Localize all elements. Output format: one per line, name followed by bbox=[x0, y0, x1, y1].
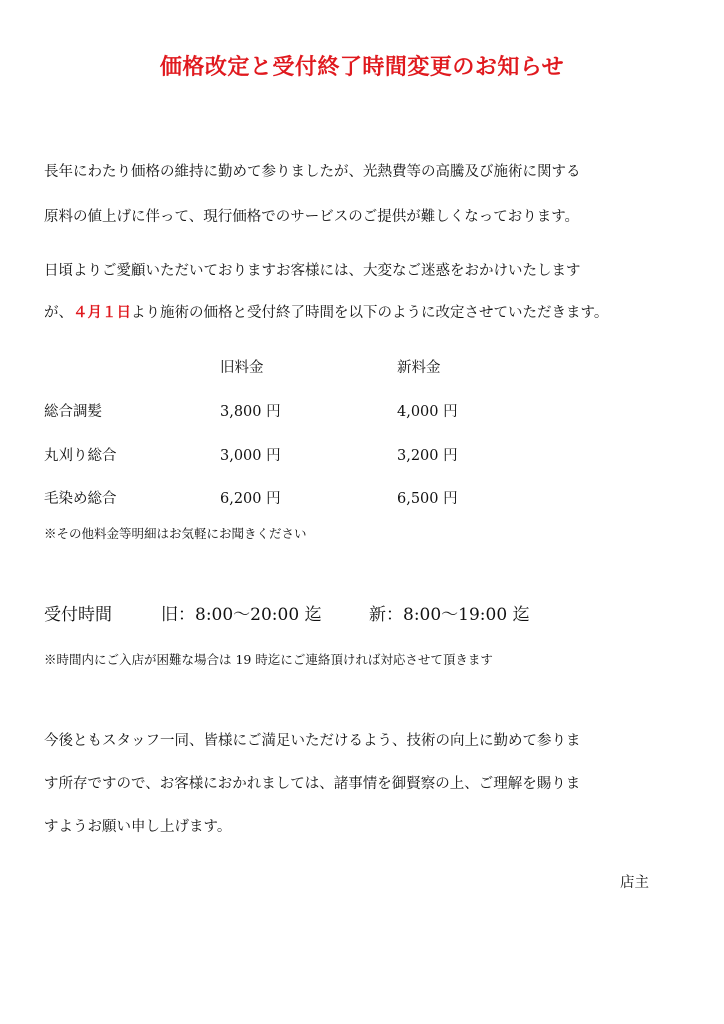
hours-note: ※時間内にご入店が困難な場合は 19 時迄にご連絡頂ければ対応させて頂きます bbox=[44, 652, 493, 667]
closing-line2: す所存ですので、お客様におかれましては、諸事情を御賢察の上、ご理解を賜りま bbox=[44, 776, 581, 792]
old-price: 3,000 円 bbox=[220, 448, 281, 464]
price-note: ※その他料金等明細はお気軽にお聞きください bbox=[44, 526, 307, 541]
new-price: 6,500 円 bbox=[397, 491, 458, 507]
old-price: 6,200 円 bbox=[220, 491, 281, 507]
paragraph2-line2 bbox=[44, 303, 694, 323]
service-name: 毛染め総合 bbox=[44, 491, 117, 507]
effective-date: ４月１日 bbox=[73, 304, 131, 321]
service-name: 丸刈り総合 bbox=[44, 448, 117, 464]
old-price: 3,800 円 bbox=[220, 404, 281, 420]
paragraph2-line1: 日頃よりご愛顧いただいておりますお客様には、大変なご迷惑をおかけいたします bbox=[44, 263, 581, 279]
closing-line1: 今後ともスタッフ一同、皆様にご満足いただけるよう、技術の向上に勤めて参りま bbox=[44, 733, 581, 749]
paragraph2-suffix: より施術の価格と受付終了時間を以下のように改定させていただきます。 bbox=[131, 305, 609, 321]
new-price: 4,000 円 bbox=[397, 404, 458, 420]
paragraph2-prefix: が、 bbox=[44, 305, 73, 321]
hours-label: 受付時間 bbox=[44, 605, 112, 625]
new-price-header: 新料金 bbox=[397, 360, 441, 376]
paragraph1-line2: 原料の値上げに伴って、現行価格でのサービスのご提供が難しくなっております。 bbox=[44, 209, 580, 225]
closing-line3: すようお願い申し上げます。 bbox=[44, 819, 232, 835]
new-price: 3,200 円 bbox=[397, 448, 458, 464]
signature: 店主 bbox=[620, 875, 649, 891]
paragraph1-line1: 長年にわたり価格の維持に勤めて参りましたが、光熱費等の高騰及び施術に関する bbox=[44, 164, 581, 180]
hours-old: 旧：8:00～20:00 迄 bbox=[161, 605, 322, 625]
service-name: 総合調髪 bbox=[44, 404, 102, 420]
old-price-header: 旧料金 bbox=[220, 360, 264, 376]
hours-new: 新：8:00～19:00 迄 bbox=[369, 605, 530, 625]
notice-title: 価格改定と受付終了時間変更のお知らせ bbox=[159, 55, 565, 80]
